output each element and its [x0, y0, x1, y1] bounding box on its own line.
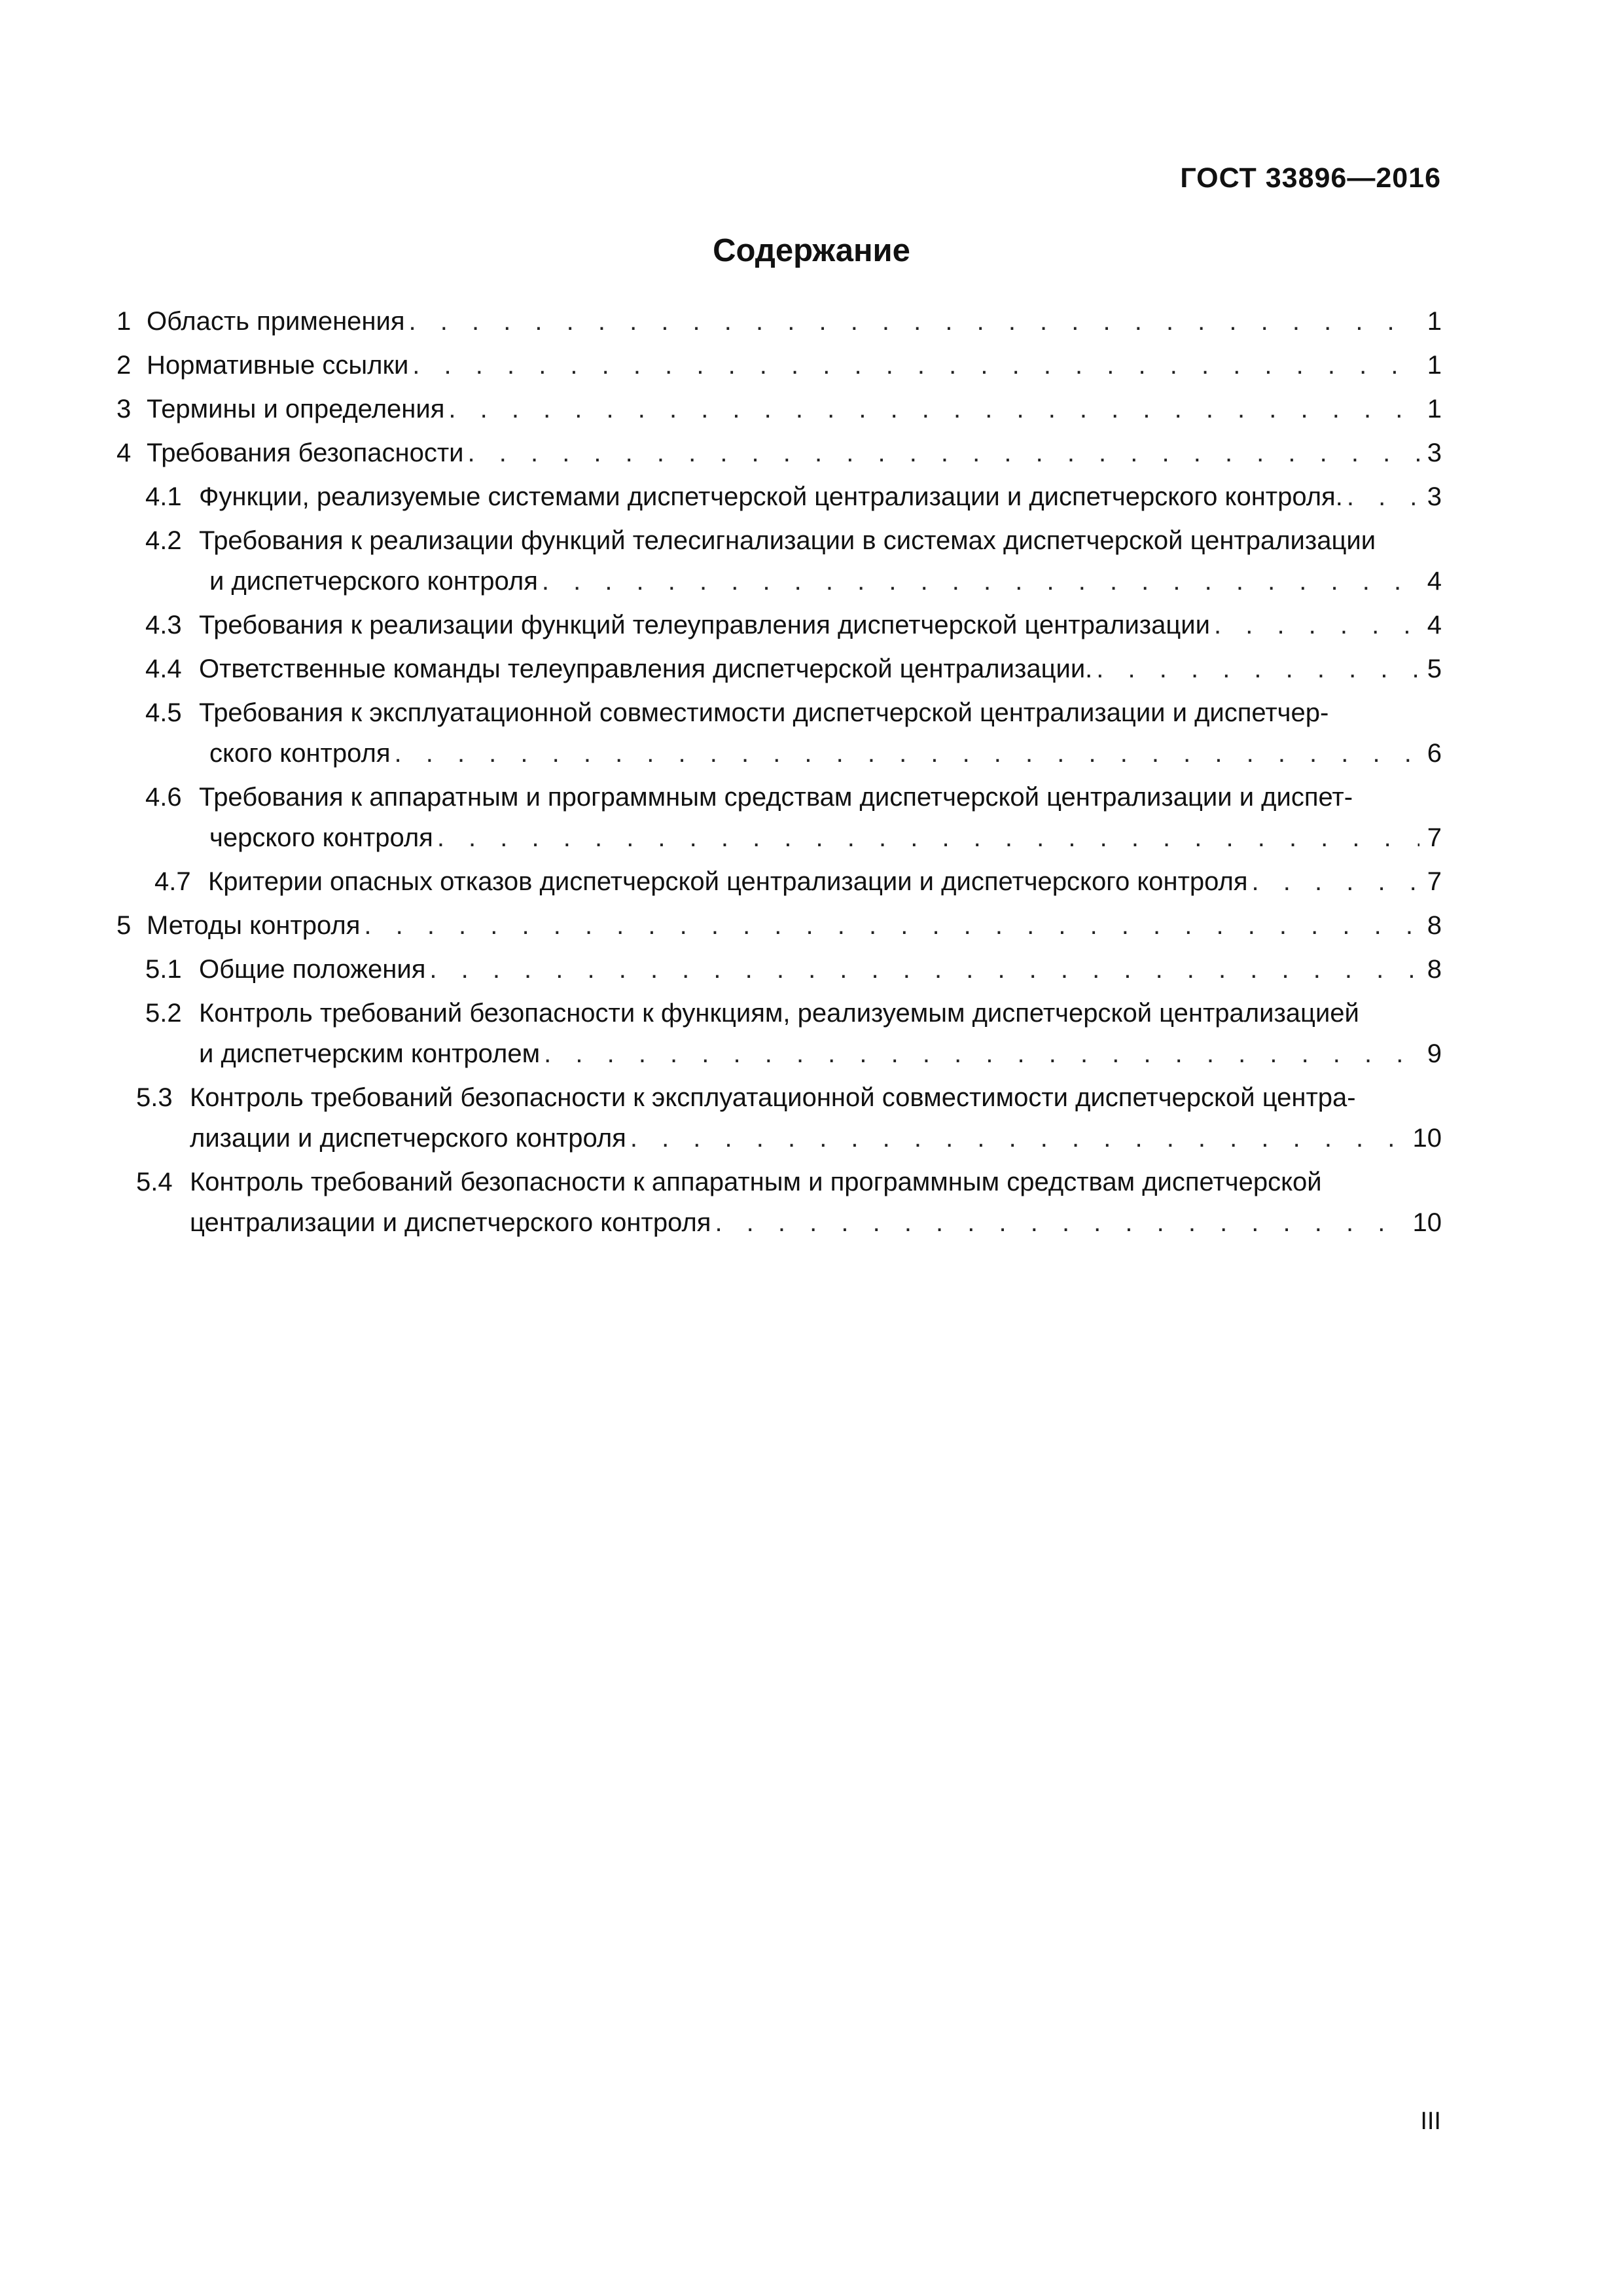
toc-entry-title: Функции, реализуемые системами диспетчерской централизации и диспетчерского контроля.	[199, 482, 1343, 511]
toc-entry-number: 4.7	[154, 867, 191, 896]
toc-entry-title: Требования к реализации функций телеуправления диспетчерской централизации	[199, 611, 1210, 639]
toc-entry-number: 4.5	[145, 698, 182, 727]
toc-entry-page: 7	[1427, 867, 1442, 896]
dot-leader	[468, 433, 1419, 473]
toc-entry-title: Область применения	[147, 307, 405, 336]
toc-entry-5-2[interactable]	[116, 993, 1442, 1074]
dot-leader	[429, 949, 1419, 990]
toc-entry-title-line: Контроль требований безопасности к эксплуатационной совместимости диспетчерской центра-	[190, 1083, 1356, 1112]
toc-entry-page: 3	[1427, 482, 1442, 511]
toc-entry-4-4[interactable]	[116, 649, 1442, 689]
toc-entry-5-1[interactable]	[116, 949, 1442, 990]
dot-leader	[1096, 649, 1419, 689]
toc-entry-4-6[interactable]	[116, 777, 1442, 858]
toc-entry-title: Общие положения	[199, 955, 426, 984]
dot-leader	[364, 905, 1419, 946]
toc-entry-title-line: Контроль требований безопасности к функциям, реализуемым диспетчерской централизацией	[199, 999, 1359, 1028]
dot-leader	[409, 301, 1419, 342]
toc-entry-number: 4.4	[145, 655, 182, 683]
toc-entry-page: 1	[1427, 307, 1442, 336]
toc-entry-title: Ответственные команды телеуправления диспетчерской централизации.	[199, 655, 1093, 683]
toc-entry-page: 9	[1427, 1039, 1442, 1068]
toc-entry-4-1[interactable]	[116, 476, 1442, 517]
toc-entry-5[interactable]	[116, 905, 1442, 946]
toc-entry-page: 5	[1427, 655, 1442, 683]
toc-entry-page: 4	[1427, 611, 1442, 639]
toc-entry-title-line: и диспетчерским контролем	[199, 1039, 541, 1068]
page-number: III	[1420, 2108, 1441, 2135]
toc-entry-number: 5.2	[145, 999, 182, 1028]
dot-leader	[1347, 476, 1419, 517]
dot-leader	[448, 389, 1419, 429]
dot-leader	[412, 345, 1419, 386]
toc-entry-title: Термины и определения	[147, 395, 445, 423]
toc-entry-title: Методы контроля	[147, 911, 361, 940]
toc-entry-page: 1	[1427, 351, 1442, 380]
toc-entry-page: 8	[1427, 955, 1442, 984]
toc-entry-page: 8	[1427, 911, 1442, 940]
toc-entry-number: 5.1	[145, 955, 182, 984]
toc-entry-number: 3	[116, 395, 132, 423]
toc-entry-title-line: Контроль требований безопасности к аппаратным и программным средствам диспетчерской	[190, 1168, 1322, 1196]
toc-entry-number: 2	[116, 351, 132, 380]
dot-leader	[715, 1202, 1404, 1243]
toc-entry-page: 10	[1412, 1124, 1442, 1153]
toc-entry-title-line: Требования к реализации функций телесигнализации в системах диспетчерской централизации	[199, 526, 1376, 555]
toc-entry-number: 4.3	[145, 611, 182, 639]
dot-leader	[1252, 861, 1419, 902]
toc-entry-page: 4	[1427, 567, 1442, 596]
toc-entry-number: 5.3	[136, 1083, 173, 1112]
toc-entry-4-3[interactable]	[116, 605, 1442, 645]
dot-leader	[1214, 605, 1419, 645]
toc-entry-page: 6	[1427, 739, 1442, 768]
toc-entry-number: 4.1	[145, 482, 182, 511]
dot-leader	[394, 733, 1419, 774]
toc-entry-title-line: черского контроля	[209, 823, 433, 852]
toc-entry-4-7[interactable]	[116, 861, 1442, 902]
toc-entry-page: 1	[1427, 395, 1442, 423]
dot-leader	[630, 1118, 1405, 1158]
toc-title: Содержание	[713, 233, 910, 268]
toc-entry-number: 4.6	[145, 783, 182, 812]
document-code: ГОСТ 33896—2016	[1180, 162, 1441, 194]
toc-entry-2[interactable]	[116, 345, 1442, 386]
toc-entry-1[interactable]	[116, 301, 1442, 342]
toc-entry-title: Критерии опасных отказов диспетчерской централизации и диспетчерского контроля	[208, 867, 1248, 896]
toc-entry-number: 5.4	[136, 1168, 173, 1196]
dot-leader	[437, 817, 1419, 858]
toc-entry-4-2[interactable]	[116, 520, 1442, 601]
toc-entry-title-line: лизации и диспетчерского контроля	[190, 1124, 626, 1153]
toc-entry-page: 7	[1427, 823, 1442, 852]
dot-leader	[544, 1033, 1419, 1074]
toc-entry-title-line: Требования к аппаратным и программным средствам диспетчерской централизации и диспет-	[199, 783, 1353, 812]
toc-entry-number: 1	[116, 307, 132, 336]
toc-entry-title-line: ского контроля	[209, 739, 391, 768]
toc-entry-3[interactable]	[116, 389, 1442, 429]
toc-entry-4-5[interactable]	[116, 692, 1442, 774]
toc-entry-title-line: и диспетчерского контроля	[209, 567, 538, 596]
table-of-contents	[116, 301, 1442, 1246]
dot-leader	[542, 561, 1419, 601]
toc-entry-4[interactable]	[116, 433, 1442, 473]
toc-entry-5-3[interactable]	[116, 1077, 1442, 1158]
toc-entry-number: 5	[116, 911, 132, 940]
toc-entry-number: 4	[116, 439, 132, 467]
toc-entry-page: 3	[1427, 439, 1442, 467]
toc-entry-5-4[interactable]	[116, 1162, 1442, 1243]
toc-entry-title: Требования безопасности	[147, 439, 464, 467]
toc-entry-page: 10	[1412, 1208, 1442, 1237]
toc-entry-title: Нормативные ссылки	[147, 351, 409, 380]
toc-entry-title-line: Требования к эксплуатационной совместимости диспетчерской централизации и диспетчер-	[199, 698, 1329, 727]
toc-entry-title-line: централизации и диспетчерского контроля	[190, 1208, 711, 1237]
toc-entry-number: 4.2	[145, 526, 182, 555]
